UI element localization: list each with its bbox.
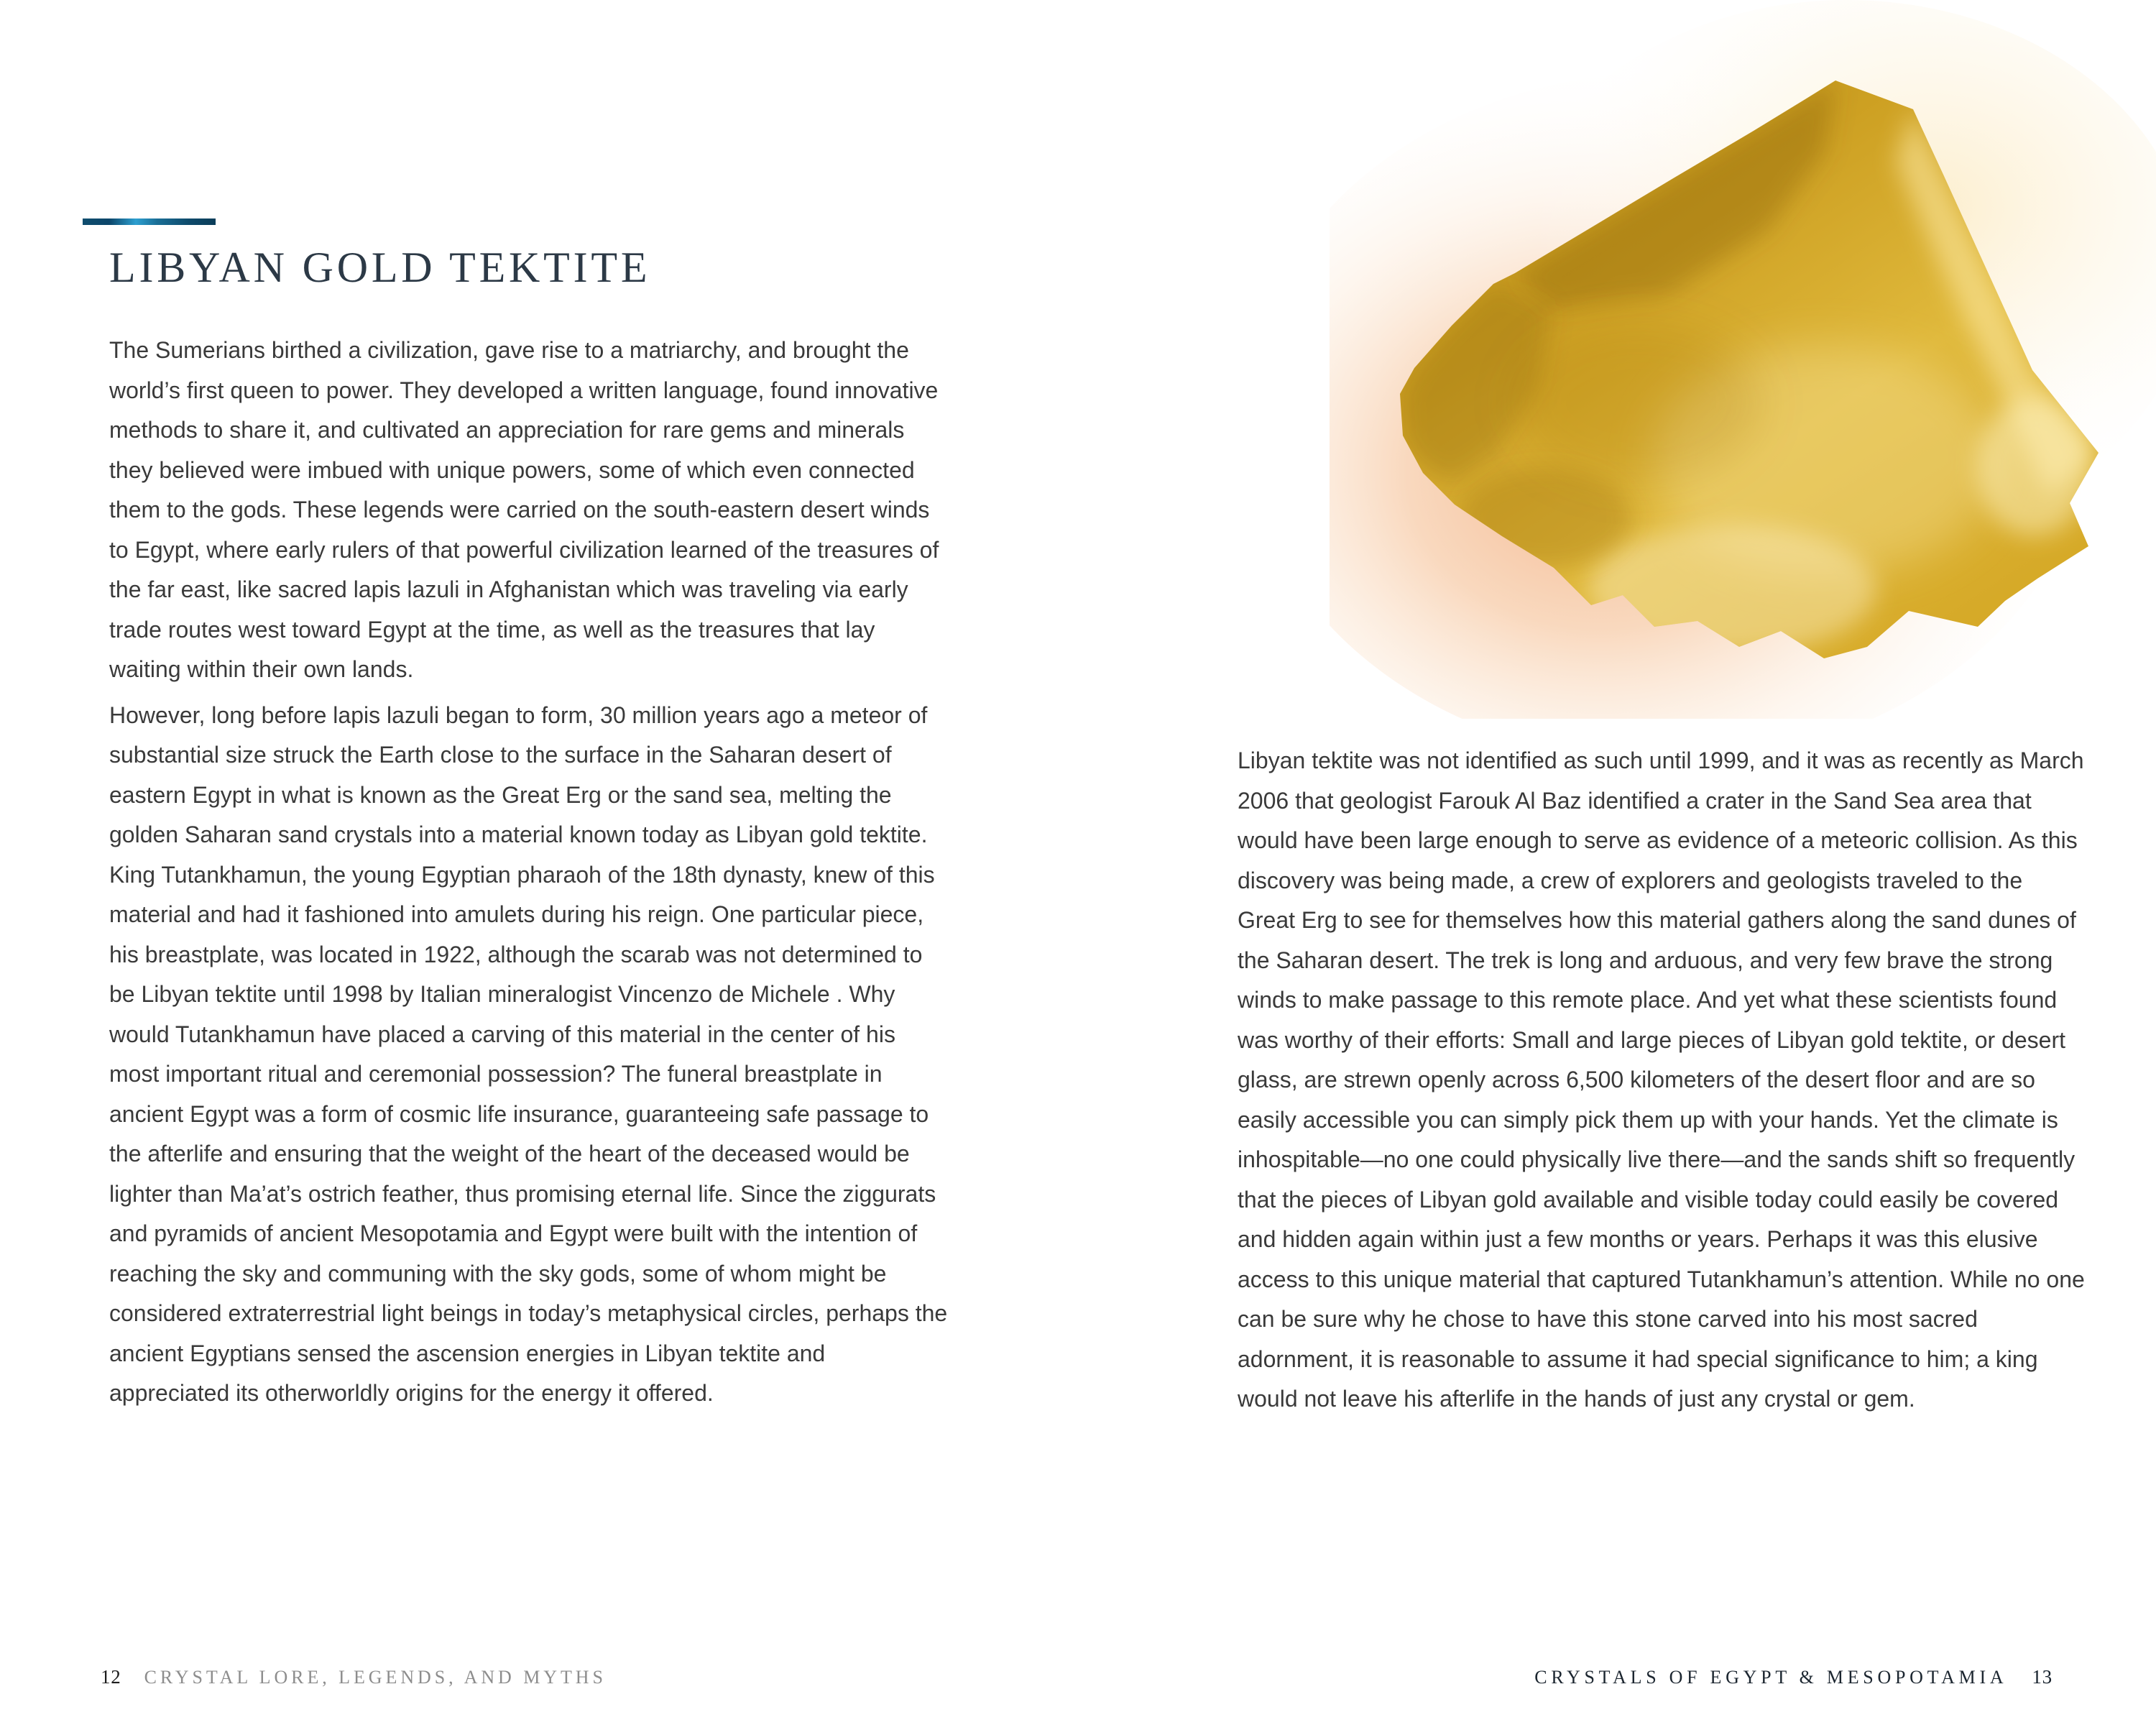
section-running-head: CRYSTALS OF EGYPT & MESOPOTAMIA [1534, 1667, 2008, 1688]
paragraph-1: The Sumerians birthed a civilization, gave rise to a matriarchy, and brought the world’s first queen to power. They developed a written language, found innovative methods to share it, and cultivated an appreciation for rare gems and minerals they believed were imbued with unique powers, some of which even connected them to the gods. These legends were carried on the south-eastern desert winds to Egypt, where early rulers of that powerful civilization learned of the treasures of the far east, like sacred lapis lazuli in Afghanistan which was traveling via early trade routes west toward Egypt at the time, as well as the treasures that lay waiting within their own lands. [109, 337, 939, 682]
chapter-title: LIBYAN GOLD TEKTITE [109, 244, 651, 291]
paragraph-2: However, long before lapis lazuli began to form, 30 million years ago a meteor of substantial size struck the Earth close to the surface in the Saharan desert of eastern Egypt in what is known as the Great Erg or the sand sea, melting the golden Saharan sand crystals into a material known today as Libyan gold tektite. King Tutankhamun, the young Egyptian pharaoh of the 18th dynasty, knew of this material and had it fashioned into amulets during his reign. One particular piece, his breastplate, was located in 1922, although the scarab was not determined to be Libyan tektite until 1998 by Italian mineralogist Vincenzo de Michele . Why would Tutankhamun have placed a carving of this material in the center of his most important ritual and ceremonial possession? The funeral breastplate in ancient Egypt was a form of cosmic life insurance, guaranteeing safe passage to the afterlife and ensuring that the weight of the heart of the deceased would be lighter than Ma’at’s ostrich feather, thus promising eternal life. Since the ziggurats and pyramids of ancient Mesopotamia and Egypt were built with the intention of reaching the sky and communing with the sky gods, some of whom might be considered extraterrestrial light beings in today’s metaphysical circles, perhaps the ancient Egyptians sensed the ascension energies in Libyan tektite and appreciated its otherworldly origins for the energy it offered. [109, 702, 948, 1406]
paragraph-3: Libyan tektite was not identified as such until 1999, and it was as recently as March 2006 that geologist Farouk Al Baz identified a crater in the Sand Sea area that would have been large enough to serve as evidence of a meteoric collision. As this discovery was being made, a crew of explorers and geologists traveled to the Great Erg to see for themselves how this material gathers along the sand dunes of the Saharan desert. The trek is long and arduous, and very few brave the strong winds to make passage to this remote place. And yet what these scientists found was worthy of their efforts: Small and large pieces of Libyan gold tektite, or desert glass, are strewn openly across 6,500 kilometers of the desert floor and are so easily accessible you can simply pick them up with your hands. Yet the climate is inhospitable—no one could physically live there—and the sands shift so frequently that the pieces of Libyan gold available and visible today could easily be covered and hidden again within just a few months or years. Perhaps it was this elusive access to this unique material that captured Tutankhamun’s attention. While no one can be sure why he chose to have this stone carved into his most sacred adornment, it is reasonable to assume it had special significance to him; a king would not leave his afterlife in the hands of just any crystal or gem. [1238, 748, 2085, 1412]
page-number-right: 13 [2032, 1666, 2053, 1688]
tektite-stone-illustration [1330, 0, 2156, 719]
tektite-photo [1330, 0, 2156, 719]
page-number-left: 12 [101, 1666, 121, 1688]
right-text-column [1238, 741, 2086, 1425]
footer-left [101, 1666, 607, 1688]
left-text-column [109, 331, 949, 1420]
accent-bar [83, 218, 216, 225]
page-right [1078, 0, 2156, 1725]
book-title-running-head: CRYSTAL LORE, LEGENDS, AND MYTHS [144, 1667, 607, 1688]
footer-right [1534, 1666, 2053, 1688]
